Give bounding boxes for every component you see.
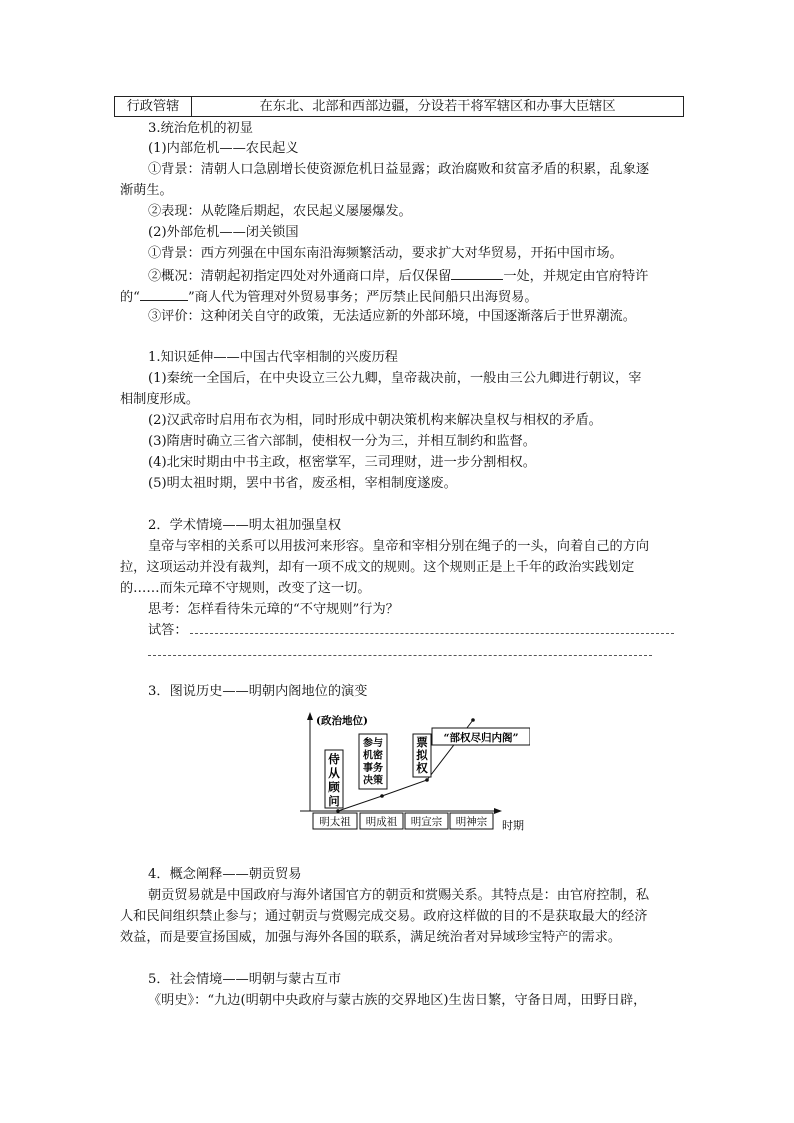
- answer-line[interactable]: [148, 655, 652, 656]
- x-tick-label: 明宣宗: [410, 816, 443, 828]
- x-axis-arrow: [494, 808, 502, 814]
- data-point: [336, 809, 340, 813]
- table-content-cell: 在东北、北部和西部边疆，分设若干将军辖区和办事大臣辖区: [259, 99, 616, 114]
- section-title: 3.统治危机的初显: [148, 121, 253, 136]
- paragraph-line: 《明史》：“九边(明朝中央政府与蒙古族的交界地区)生齿日繁，守备日周，田野日辟，: [148, 993, 647, 1008]
- annotation-char: 顾: [328, 780, 340, 794]
- answer-label: 试答：: [148, 623, 188, 638]
- paragraph-line: 拉，这项运动并没有裁判，却有一项不成文的规则。这个规则正是上千年的政治实践划定: [120, 560, 635, 575]
- annotation-char: 拟: [416, 748, 428, 762]
- paragraph-line: (1)秦统一全国后，在中央设立三公九卿，皇帝裁决前，一般由三公九卿进行朝议，宰: [148, 371, 642, 386]
- annotation-char: 从: [328, 766, 340, 780]
- paragraph-line: ①背景：清朝人口急剧增长使资源危机日益显露；政治腐败和贫富矛盾的积累，乱象逐: [148, 162, 650, 177]
- admin-table-row: [114, 96, 684, 117]
- section-title: 4．概念阐释——朝贡贸易: [148, 867, 302, 882]
- subheading: (2)外部危机——闭关锁国: [148, 225, 299, 240]
- data-point: [380, 794, 384, 798]
- subheading: (1)内部危机——农民起义: [148, 141, 299, 156]
- annotation-text: “部权尽归内阁”: [443, 732, 519, 744]
- annotation-text: 事务: [363, 763, 383, 774]
- x-tick-label: 明太祖: [319, 816, 351, 828]
- section-title: 5．社会情境——明朝与蒙古互市: [148, 972, 342, 987]
- paragraph-line: 皇帝与宰相的关系可以用拔河来形容。皇帝和宰相分别在绳子的一头，向着自己的方向: [148, 539, 650, 554]
- section-title: 1.知识延伸——中国古代宰相制的兴废历程: [148, 350, 398, 365]
- paragraph-line: (2)汉武帝时启用布衣为相，同时形成中朝决策机构来解决皇权与相权的矛盾。: [148, 413, 602, 428]
- y-axis-label: (政治地位): [316, 715, 368, 727]
- fill-blank[interactable]: [451, 265, 503, 280]
- paragraph-line: 相制度形成。: [120, 392, 200, 407]
- paragraph-line: [120, 286, 538, 308]
- table-label-cell: 行政管辖: [115, 97, 192, 116]
- paragraph-line: ②表现：从乾隆后期起，农民起义屡屡爆发。: [148, 204, 412, 219]
- annotation-text: 机密: [363, 750, 383, 762]
- annotation-char: 问: [328, 794, 340, 808]
- paragraph-line: 朝贡贸易就是中国政府与海外诸国官方的朝贡和赏赐关系。其特点是：由官府控制，私: [148, 888, 650, 903]
- annotation-char: 票: [416, 735, 428, 749]
- answer-line[interactable]: [190, 633, 674, 634]
- paragraph-line: ①背景：西方列强在中国东南沿海频繁活动，要求扩大对华贸易，开拓中国市场。: [148, 246, 623, 261]
- text-span: ”商人代为管理对外贸易事务；严厉禁止民间船只出海贸易。: [187, 290, 538, 305]
- paragraph-line: (4)北宋时期由中书主政，枢密掌军，三司理财，进一步分割相权。: [148, 455, 536, 470]
- paragraph-line: 的……而朱元璋不守规则，改变了这一切。: [120, 581, 371, 596]
- text-span: 一处，并规定由官府特许: [503, 269, 649, 284]
- cabinet-status-chart: [290, 708, 530, 838]
- data-point: [471, 718, 475, 722]
- section-title: 3．图说历史——明朝内阁地位的演变: [148, 684, 368, 699]
- data-point: [425, 778, 429, 782]
- paragraph-line: ③评价：这种闭关自守的政策，无法适应新的外部环境，中国逐渐落后于世界潮流。: [148, 309, 636, 324]
- text-span: 的“: [120, 290, 140, 305]
- annotation-char: 侍: [328, 752, 340, 766]
- paragraph-line: 渐萌生。: [120, 183, 173, 198]
- annotation-text: 决策: [363, 775, 383, 787]
- y-axis-arrow: [307, 712, 313, 720]
- paragraph-line: (3)隋唐时确立三省六部制，使相权一分为三，并相互制约和监督。: [148, 434, 536, 449]
- question-line: 思考：怎样看待朱元璋的“不守规则”行为？: [148, 602, 399, 617]
- x-axis-label: 时期: [502, 819, 524, 832]
- text-span: ②概况：清朝起初指定四处对外通商口岸，后仅保留: [148, 269, 452, 284]
- annotation-text: 参与: [363, 738, 383, 749]
- x-tick-label: 明神宗: [455, 816, 488, 828]
- paragraph-line: [148, 265, 648, 287]
- x-tick-label: 明成祖: [365, 816, 398, 828]
- paragraph-line: (5)明太祖时期，罢中书省，废丞相，宰相制度遂废。: [148, 476, 457, 491]
- paragraph-line: 人和民间组织禁止参与；通过朝贡与赏赐完成交易。政府这样做的目的不是获取最大的经济: [120, 909, 648, 924]
- paragraph-line: 效益，而是要宣扬国威，加强与海外各国的联系，满足统治者对异域珍宝特产的需求。: [120, 930, 622, 945]
- section-title: 2．学术情境——明太祖加强皇权: [148, 518, 342, 533]
- annotation-char: 权: [416, 761, 428, 775]
- fill-blank[interactable]: [140, 286, 188, 301]
